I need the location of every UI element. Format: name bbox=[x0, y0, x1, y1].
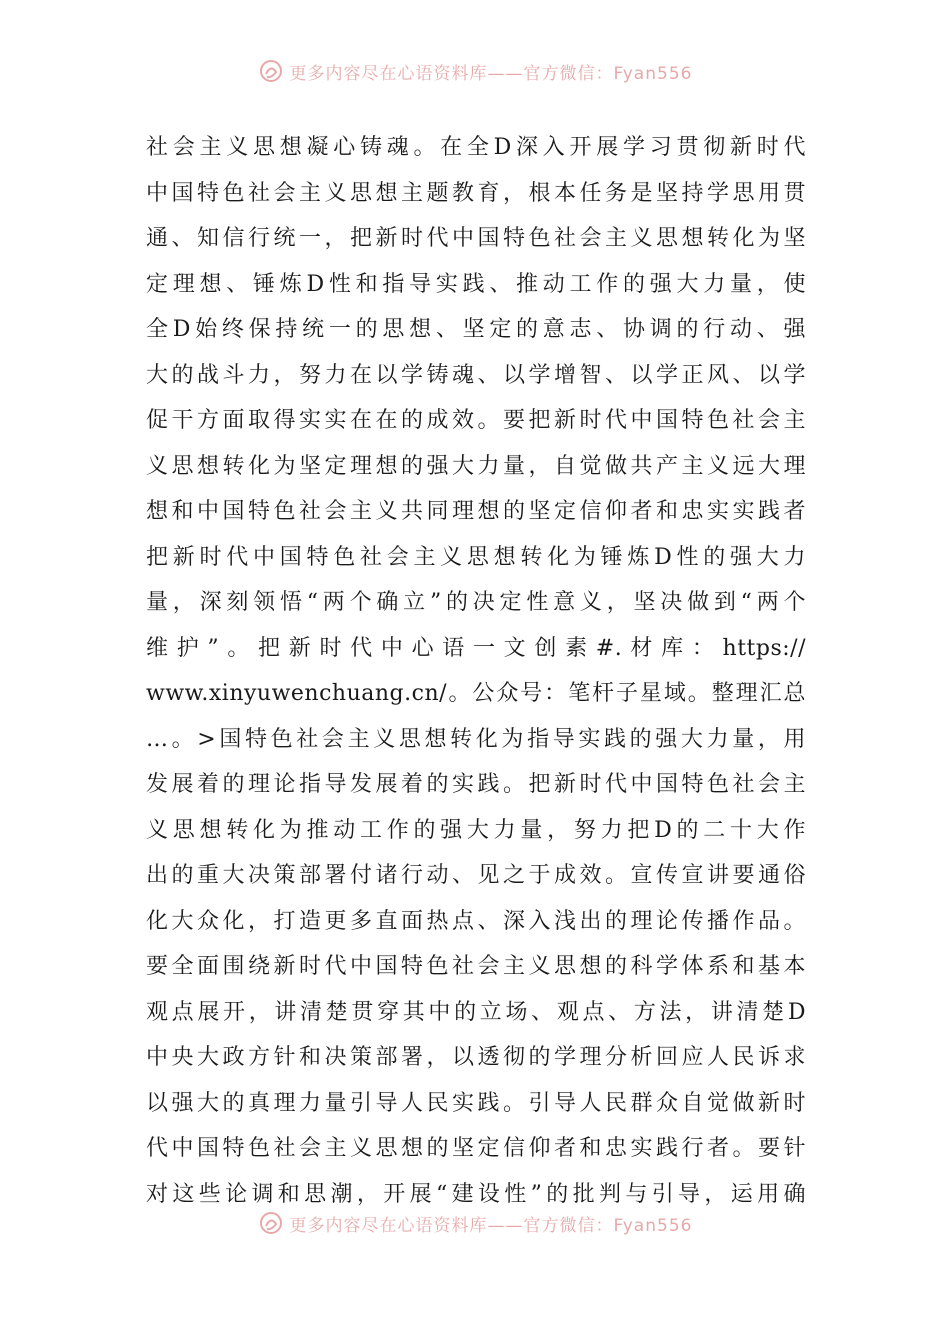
text-line: 把新时代中国特色社会主义思想转化为锤炼D性的强大力 bbox=[146, 544, 806, 570]
text-line: 定理想、锤炼D性和指导实践、推动工作的强大力量，使 bbox=[146, 271, 806, 297]
text-line: 观点展开，讲清楚贯穿其中的立场、观点、方法，讲清楚D bbox=[146, 999, 806, 1025]
text-line: 社会主义思想凝心铸魂。在全D深入开展学习贯彻新时代 bbox=[146, 135, 806, 160]
text-line: 想和中国特色社会主义共同理想的坚定信仰者和忠实实践者 bbox=[146, 499, 806, 524]
seal-logo-icon bbox=[258, 58, 284, 84]
text-line: 大的战斗力，努力在以学铸魂、以学增智、以学正风、以学 bbox=[146, 362, 806, 388]
text-line: 全D始终保持统一的思想、坚定的意志、协调的行动、强 bbox=[146, 317, 806, 342]
text-line: 对这些论调和思潮，开展“建设性”的批判与引导，运用确 bbox=[146, 1181, 806, 1207]
text-line: …。>国特色社会主义思想转化为指导实践的强大力量，用 bbox=[146, 726, 806, 752]
watermark-text: 更多内容尽在心语资料库——官方微信：Fyan556 bbox=[289, 1215, 693, 1236]
text-line: 义思想转化为坚定理想的强大力量，自觉做共产主义远大理 bbox=[146, 453, 806, 479]
text-line: 要全面围绕新时代中国特色社会主义思想的科学体系和基本 bbox=[146, 954, 806, 979]
text-line: www.xinyuwenchuang.cn/。公众号：笔杆子星域。整理汇总 bbox=[146, 681, 806, 706]
seal-logo-icon bbox=[258, 1210, 284, 1236]
text-line: 义思想转化为推动工作的强大力量，努力把D的二十大作 bbox=[146, 817, 806, 843]
watermark-text: 更多内容尽在心语资料库——官方微信：Fyan556 bbox=[289, 63, 693, 84]
text-line: 中国特色社会主义思想主题教育，根本任务是坚持学思用贯 bbox=[146, 180, 806, 206]
text-line: 量，深刻领悟“两个确立”的决定性意义，坚决做到“两个 bbox=[146, 590, 806, 615]
document-body bbox=[146, 125, 806, 1217]
text-line: 以强大的真理力量引导人民实践。引导人民群众自觉做新时 bbox=[146, 1090, 806, 1116]
text-line: 促干方面取得实实在在的成效。要把新时代中国特色社会主 bbox=[146, 408, 806, 433]
text-line: 维护”。把新时代中心语一文创素#.材库：https:// bbox=[146, 635, 806, 661]
text-line: 通、知信行统一，把新时代中国特色社会主义思想转化为坚 bbox=[146, 226, 806, 251]
watermark-header bbox=[0, 56, 950, 86]
text-line: 中央大政方针和决策部署，以透彻的学理分析回应人民诉求 bbox=[146, 1045, 806, 1070]
text-line: 出的重大决策部署付诸行动、见之于成效。宣传宣讲要通俗 bbox=[146, 863, 806, 888]
text-line: 代中国特色社会主义思想的坚定信仰者和忠实践行者。要针 bbox=[146, 1136, 806, 1161]
text-line: 发展着的理论指导发展着的实践。把新时代中国特色社会主 bbox=[146, 772, 806, 797]
watermark-footer bbox=[0, 1208, 950, 1238]
text-line: 化大众化，打造更多直面热点、深入浅出的理论传播作品。 bbox=[146, 908, 806, 934]
